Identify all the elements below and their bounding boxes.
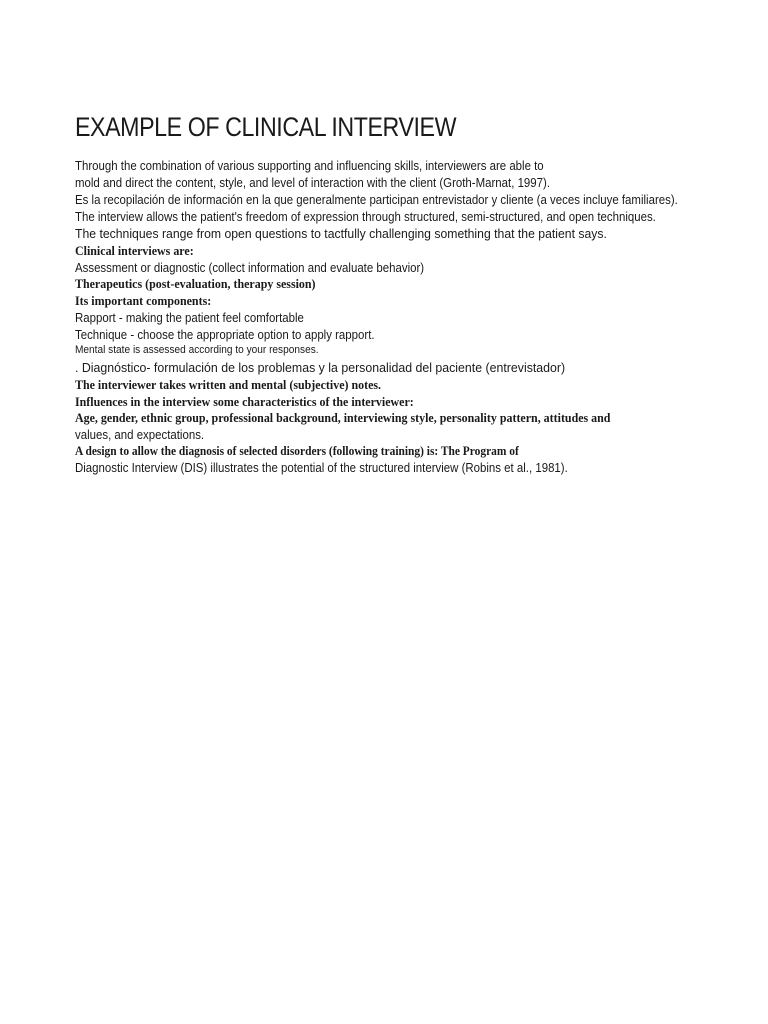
heading-clinical-interviews: Clinical interviews are:: [75, 243, 194, 258]
body-line-mental-state: Mental state is assessed according to your responses.: [75, 344, 319, 356]
body-line-assessment: Assessment or diagnostic (collect information and evaluate behavior): [75, 260, 425, 275]
body-line-characteristics-2: values, and expectations.: [75, 427, 205, 442]
body-line-diagnostico: . Diagnóstico- formulación de los problemas y la personalidad del paciente (entrevistador): [75, 360, 566, 375]
body-line-definition: Es la recopilación de información en la que generalmente participan entrevistador y cliente (a veces incluye familiares).: [75, 192, 678, 207]
body-line-dis: Diagnostic Interview (DIS) illustrates the potential of the structured interview (Robins et al., 1981).: [75, 460, 568, 475]
heading-components: Its important components:: [75, 293, 212, 308]
heading-therapeutics: Therapeutics (post-evaluation, therapy session): [75, 276, 316, 291]
body-line-intro-1: Through the combination of various supporting and influencing skills, interviewers are able to: [75, 158, 544, 173]
heading-notes: The interviewer takes written and mental (subjective) notes.: [75, 377, 382, 392]
body-line-intro-2: mold and direct the content, style, and level of interaction with the client (Groth-Marnat, 1997).: [75, 175, 551, 190]
body-line-characteristics-1: Age, gender, ethnic group, professional background, interviewing style, personality pattern, attitudes and: [75, 410, 611, 425]
heading-design-program: A design to allow the diagnosis of selected disorders (following training) is: The Program of: [75, 443, 519, 458]
heading-influences: Influences in the interview some characteristics of the interviewer:: [75, 394, 414, 409]
body-line-technique: Technique - choose the appropriate option to apply rapport.: [75, 327, 375, 342]
body-line-techniques: The techniques range from open questions to tactfully challenging something that the patient says.: [75, 226, 607, 241]
page-title: EXAMPLE OF CLINICAL INTERVIEW: [75, 112, 457, 142]
body-line-freedom: The interview allows the patient's freedom of expression through structured, semi-structured, and open techniques.: [75, 209, 656, 224]
body-line-rapport: Rapport - making the patient feel comfortable: [75, 310, 304, 325]
